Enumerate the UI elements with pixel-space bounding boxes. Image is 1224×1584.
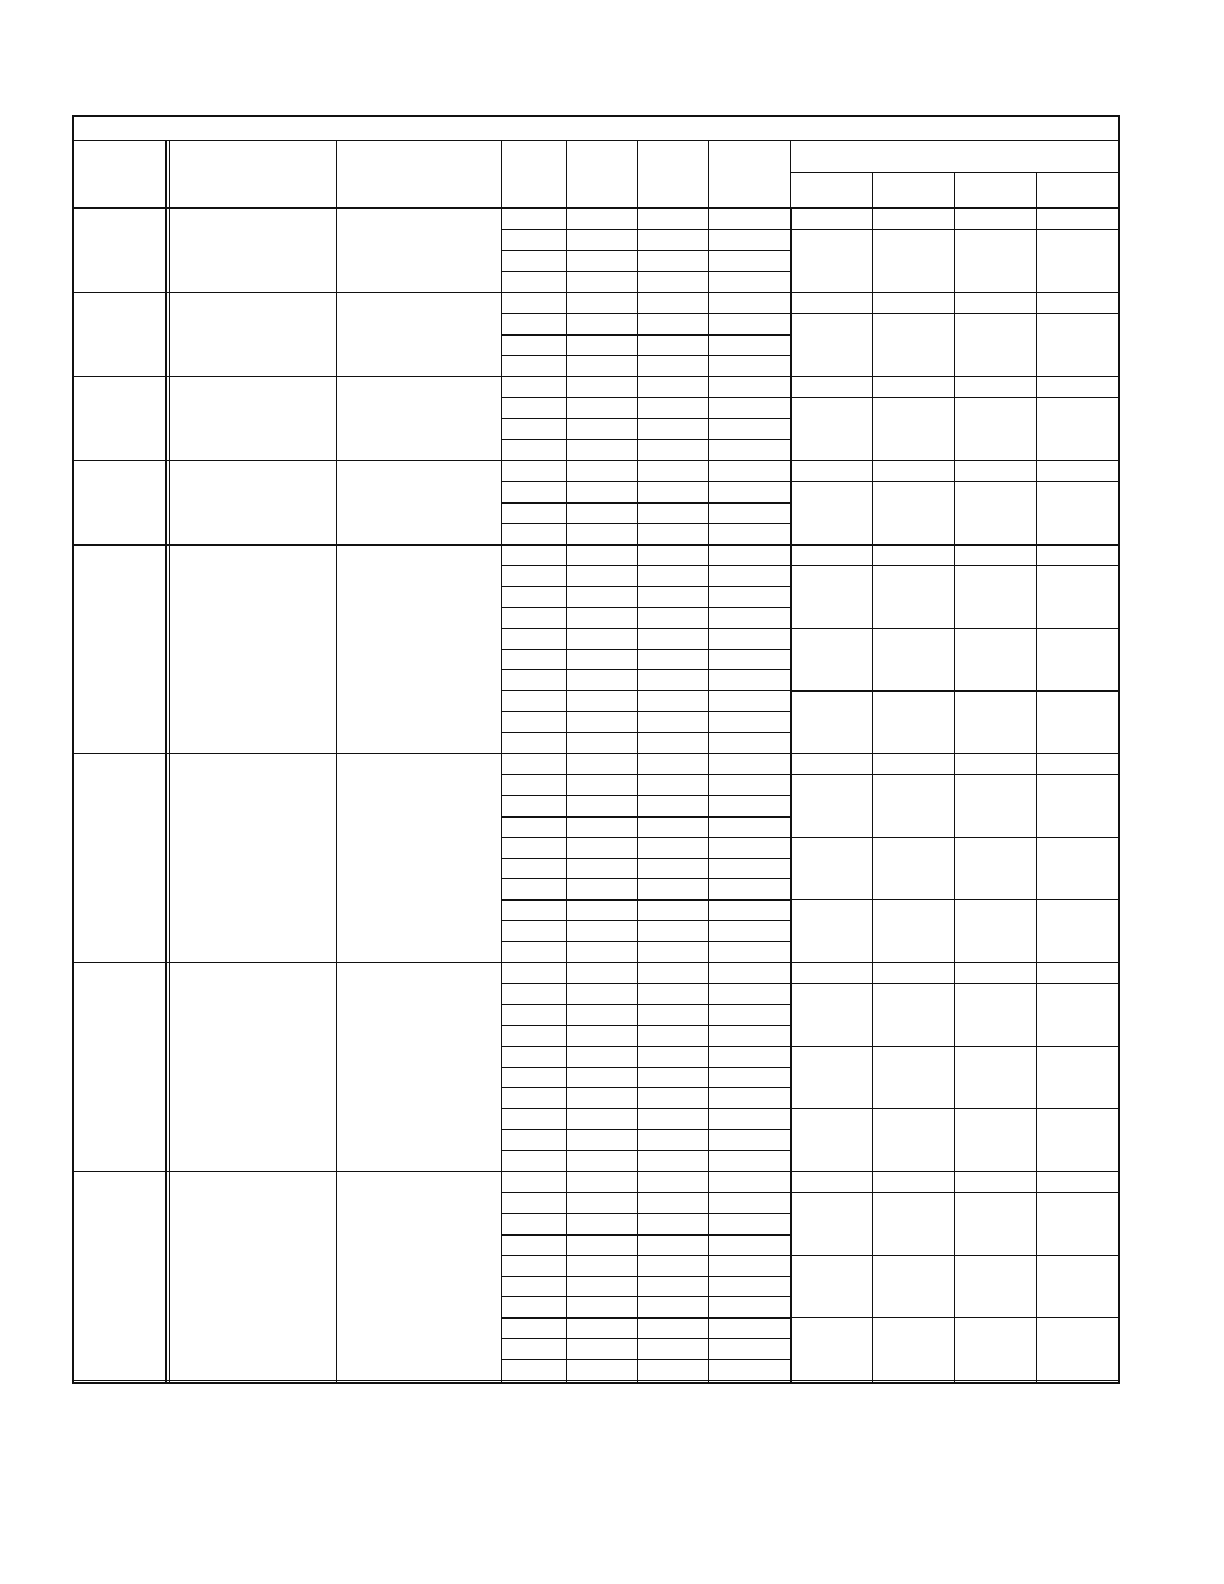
section-boundary — [72, 753, 1120, 754]
group-column-divider — [872, 208, 873, 1383]
group-block-line — [790, 1108, 1120, 1109]
section-row-line — [501, 816, 790, 818]
group-first-row-line — [790, 983, 1120, 984]
section-boundary — [72, 544, 1120, 546]
section-row-line — [501, 355, 790, 356]
section-row-line — [501, 711, 790, 712]
table-frame — [72, 115, 1120, 1384]
group-block-line — [790, 628, 1120, 629]
header-column-divider — [708, 141, 709, 207]
group-column-divider — [1036, 208, 1037, 1383]
section-row-line — [501, 649, 790, 650]
section-row-line — [501, 899, 790, 901]
section-row-line — [501, 1234, 790, 1236]
header-bottom-rule — [72, 207, 1120, 209]
section-boundary — [72, 292, 1120, 293]
section-row-line — [501, 1255, 790, 1256]
section-row-line — [501, 1046, 790, 1047]
group-right-line — [954, 397, 1120, 398]
section-row-line — [501, 334, 790, 336]
section-row-line — [501, 983, 790, 984]
group-first-row-line — [790, 565, 1120, 566]
group-right-line — [954, 229, 1120, 230]
section-row-line — [501, 502, 790, 504]
group-subheader-divider — [872, 172, 873, 207]
section-row-line — [501, 1296, 790, 1297]
section-row-line — [501, 1087, 790, 1088]
section-boundary — [72, 962, 1120, 963]
section-row-line — [501, 858, 790, 859]
section-row-line — [501, 1192, 790, 1193]
group-header-divider — [790, 172, 1120, 173]
section-boundary — [72, 460, 1120, 461]
header-column-divider — [637, 141, 638, 207]
group-subheader-divider — [954, 172, 955, 207]
group-block-line — [790, 1317, 1120, 1318]
section-row-line — [501, 1067, 790, 1068]
section-row-line — [501, 1317, 790, 1319]
section-row-line — [501, 1129, 790, 1130]
header-row — [72, 141, 1120, 207]
section-row-line — [501, 481, 790, 482]
section-boundary — [72, 376, 1120, 377]
section-row-line — [501, 607, 790, 608]
section-row-line — [501, 878, 790, 879]
header-column-divider — [566, 141, 567, 207]
group-right-line — [954, 313, 1120, 314]
section-boundary — [72, 1171, 1120, 1172]
section-row-line — [501, 1004, 790, 1005]
section-row-line — [501, 1108, 790, 1109]
section-row-line — [501, 586, 790, 587]
body-column-divider — [790, 208, 792, 1383]
header-column-divider — [336, 141, 337, 207]
section-row-line — [501, 837, 790, 838]
section-row-line — [501, 523, 790, 524]
section-row-line — [501, 1276, 790, 1277]
title-row — [74, 117, 1118, 141]
section-row-line — [501, 565, 790, 566]
section-row-line — [501, 397, 790, 398]
section-row-line — [501, 920, 790, 921]
section-row-line — [501, 628, 790, 629]
section-row-line — [501, 229, 790, 230]
section-row-line — [501, 271, 790, 272]
section-boundary — [72, 1380, 1120, 1381]
group-block-line — [790, 1255, 1120, 1256]
header-column-divider — [790, 141, 791, 207]
group-first-row-line — [790, 1192, 1120, 1193]
section-row-line — [501, 774, 790, 775]
body-column-divider — [336, 208, 337, 1383]
group-column-divider — [954, 208, 955, 1383]
group-right-line — [954, 481, 1120, 482]
section-row-line — [501, 1338, 790, 1339]
section-row-line — [501, 250, 790, 251]
section-row-line — [501, 313, 790, 314]
section-row-line — [501, 1150, 790, 1151]
group-block-line — [790, 899, 1120, 900]
section-row-line — [501, 1025, 790, 1026]
group-subheader-divider — [1036, 172, 1037, 207]
section-row-line — [501, 669, 790, 670]
column-divider-double-a — [165, 141, 167, 1383]
section-row-line — [501, 1359, 790, 1360]
section-row-line — [501, 439, 790, 440]
column-divider-double-b — [169, 141, 170, 1383]
group-block-line — [790, 1046, 1120, 1047]
group-block-line — [790, 690, 1120, 692]
section-row-line — [501, 418, 790, 419]
header-column-divider — [501, 141, 502, 207]
section-row-line — [501, 795, 790, 796]
group-first-row-line — [790, 774, 1120, 775]
group-block-line — [790, 837, 1120, 838]
section-row-line — [501, 941, 790, 942]
section-row-line — [501, 690, 790, 691]
section-row-line — [501, 1213, 790, 1214]
section-row-line — [501, 732, 790, 733]
